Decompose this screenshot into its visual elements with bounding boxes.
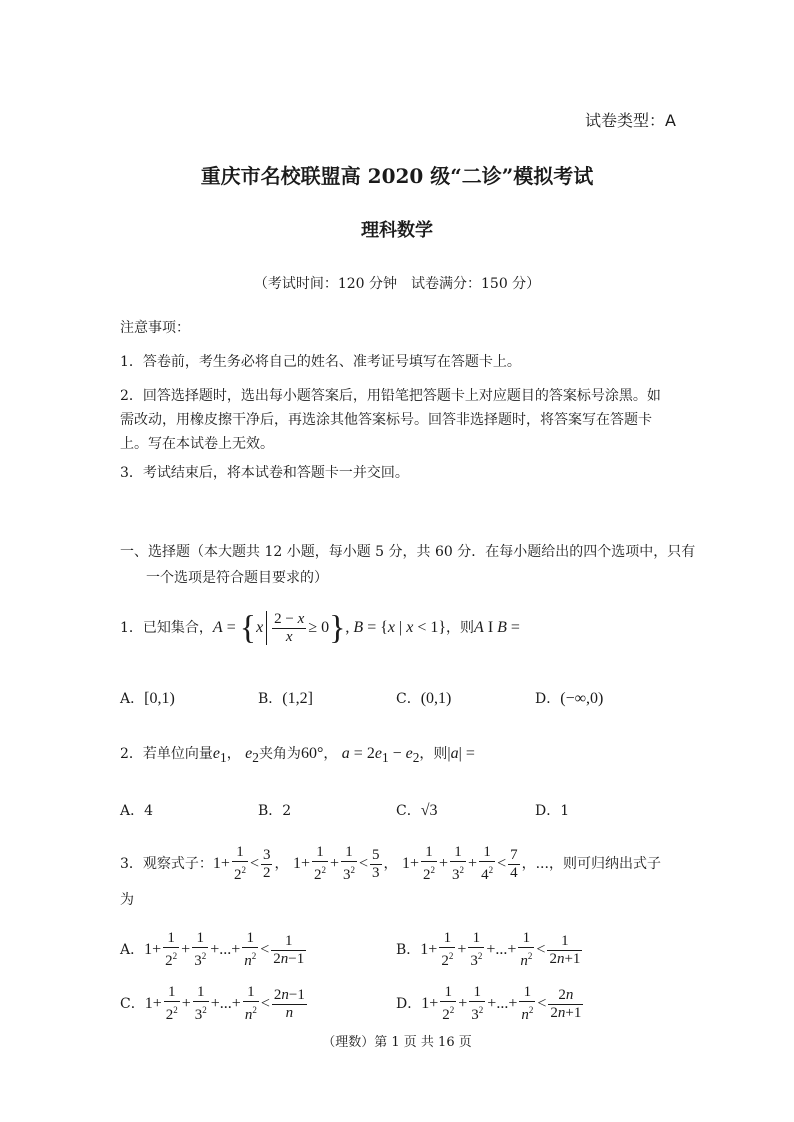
- q3-option-c[interactable]: [120, 984, 309, 1024]
- q3-inequality-1: 1+ $\frac{1}{2^2}$ < $\frac{3}{2}$: [212, 844, 271, 884]
- q1-option-b-label: B．: [258, 691, 283, 707]
- exam-info: （考试时间：120 分钟 试卷满分：150 分）: [253, 276, 541, 292]
- q1-stem-prefix: 1．已知集合，: [120, 620, 213, 636]
- page-footer: （理数）第 1 页 共 16 页: [322, 1035, 472, 1050]
- q2-vector-e1: $e_1$: [212, 745, 227, 766]
- q1-question-expr: A I B =: [474, 619, 520, 636]
- q2-stem-suffix: ，则: [419, 746, 448, 762]
- q1-option-c-label: C．: [396, 691, 421, 707]
- q1-stem-suffix: ，则: [446, 620, 475, 636]
- q3-stem-suffix: ，...，则可归纳出式子: [521, 856, 661, 872]
- notice-item-1: 1．答卷前，考生务必将自己的姓名、准考证号填写在答题卡上。: [120, 354, 521, 370]
- question-3: 3．观察式子：1+ $\frac{1}{2^2}$ < $\frac{3}{2}$ ， 1+ $\frac{1}{2^2}$ + $\frac{1}{3^2}$ < $\frac{5}{3}$ ， 1+ $\frac{1}{2^2}$ + $\frac{1}{3^2}$ + $\frac{1}{4^2}$ < $\frac{7}{4}$ ，...，则可归纳出式子: [120, 844, 661, 884]
- q3-option-b-formula: 1+ $\frac{1}{2^2}$ + $\frac{1}{3^2}$ +...+ $\frac{1}{n^2}$ < $\frac{1}{2n+1}$: [420, 930, 581, 970]
- paper-type-label: 试卷类型：A: [585, 111, 676, 130]
- q1-option-b-formula: (1,2]: [282, 690, 313, 707]
- q2-vector-a-def: $a = 2e_1 - e_2$: [341, 745, 420, 766]
- q3-option-a-label: A．: [120, 942, 145, 958]
- q2-stem-prefix: 2．若单位向量: [120, 746, 213, 762]
- q1-option-a-formula: [0,1): [144, 690, 175, 707]
- question-1: [120, 606, 520, 650]
- q1-option-c-formula: (0,1): [420, 690, 452, 707]
- question-2: 2．若单位向量$e_1$， $e_2$夹角为60°， $a = 2e_1 - e_2$，则|a| =: [120, 745, 475, 766]
- q2-norm-expr: |a| =: [447, 745, 475, 762]
- q3-option-a[interactable]: [120, 930, 308, 970]
- notice-item-3: 3．考试结束后，将本试卷和答题卡一并交回。: [120, 465, 409, 481]
- q2-option-c-formula: √3: [420, 802, 438, 819]
- section-heading-line2: 一个选项是符合题目要求的）: [146, 570, 328, 586]
- q2-stem-mid: 夹角为: [258, 746, 301, 762]
- q2-option-d[interactable]: D．1: [535, 803, 570, 819]
- q2-option-c[interactable]: [396, 800, 438, 820]
- q3-option-c-label: C．: [120, 996, 145, 1012]
- q3-option-b[interactable]: [396, 930, 584, 970]
- notice-heading: 注意事项：: [120, 320, 190, 336]
- section-heading: 一、选择题（本大题共 12 小题，每小题 5 分，共 60 分．在每小题给出的四个选项中，只有: [120, 544, 696, 560]
- notice-item-2: 2．回答选择题时，选出每小题答案后，用铅笔把答题卡上对应题目的答案标号涂黑。如需改动，用橡皮擦干净后，再选涂其他答案标号。回答非选择题时，将答案写在答题卡上。写在本试卷上无效。: [120, 388, 661, 452]
- q3-option-b-label: B．: [396, 942, 421, 958]
- q3-stem-line2: 为: [120, 892, 134, 908]
- q3-option-d[interactable]: [396, 984, 585, 1024]
- q1-option-a[interactable]: [120, 688, 175, 708]
- q1-option-a-label: A．: [120, 691, 145, 707]
- q3-option-d-formula: 1+ $\frac{1}{2^2}$ + $\frac{1}{3^2}$ +...+ $\frac{1}{n^2}$ < $\frac{2n}{2n+1}$: [421, 984, 582, 1024]
- q3-option-d-label: D．: [396, 996, 422, 1012]
- q1-option-d-formula: (−∞,0): [560, 690, 604, 707]
- q2-option-a[interactable]: A．4: [120, 803, 154, 819]
- q2-option-c-label: C．: [396, 803, 421, 819]
- q2-angle: 60°: [300, 745, 324, 762]
- q2-vector-e2: $e_2$: [245, 745, 259, 766]
- subject-title: 理科数学: [361, 220, 433, 241]
- q3-option-a-formula: 1+ $\frac{1}{2^2}$ + $\frac{1}{3^2}$ +...+ $\frac{1}{n^2}$ < $\frac{1}{2n-1}$: [144, 930, 305, 970]
- q1-option-d[interactable]: [535, 688, 603, 708]
- q1-option-c[interactable]: [396, 688, 451, 708]
- q2-option-b[interactable]: B．2: [258, 803, 292, 819]
- q1-option-b[interactable]: [258, 688, 313, 708]
- q3-inequality-3: 1+ $\frac{1}{2^2}$ + $\frac{1}{3^2}$ + $\frac{1}{4^2}$ < $\frac{7}{4}$: [401, 844, 518, 884]
- exam-title: 重庆市名校联盟高 2020 级“二诊”模拟考试: [200, 164, 594, 188]
- q3-inequality-2: 1+ $\frac{1}{2^2}$ + $\frac{1}{3^2}$ < $\frac{5}{3}$: [292, 844, 380, 884]
- q3-option-c-formula: 1+ $\frac{1}{2^2}$ + $\frac{1}{3^2}$ +...+ $\frac{1}{n^2}$ < $\frac{2n-1}{n}$: [144, 984, 305, 1024]
- q3-stem-prefix: 3．观察式子：: [120, 856, 213, 872]
- q1-option-d-label: D．: [535, 691, 561, 707]
- q1-set-formula: A = {x $\frac{2 - x}{x}$ ≥ 0}, B = {x | x < 1}: [212, 609, 447, 647]
